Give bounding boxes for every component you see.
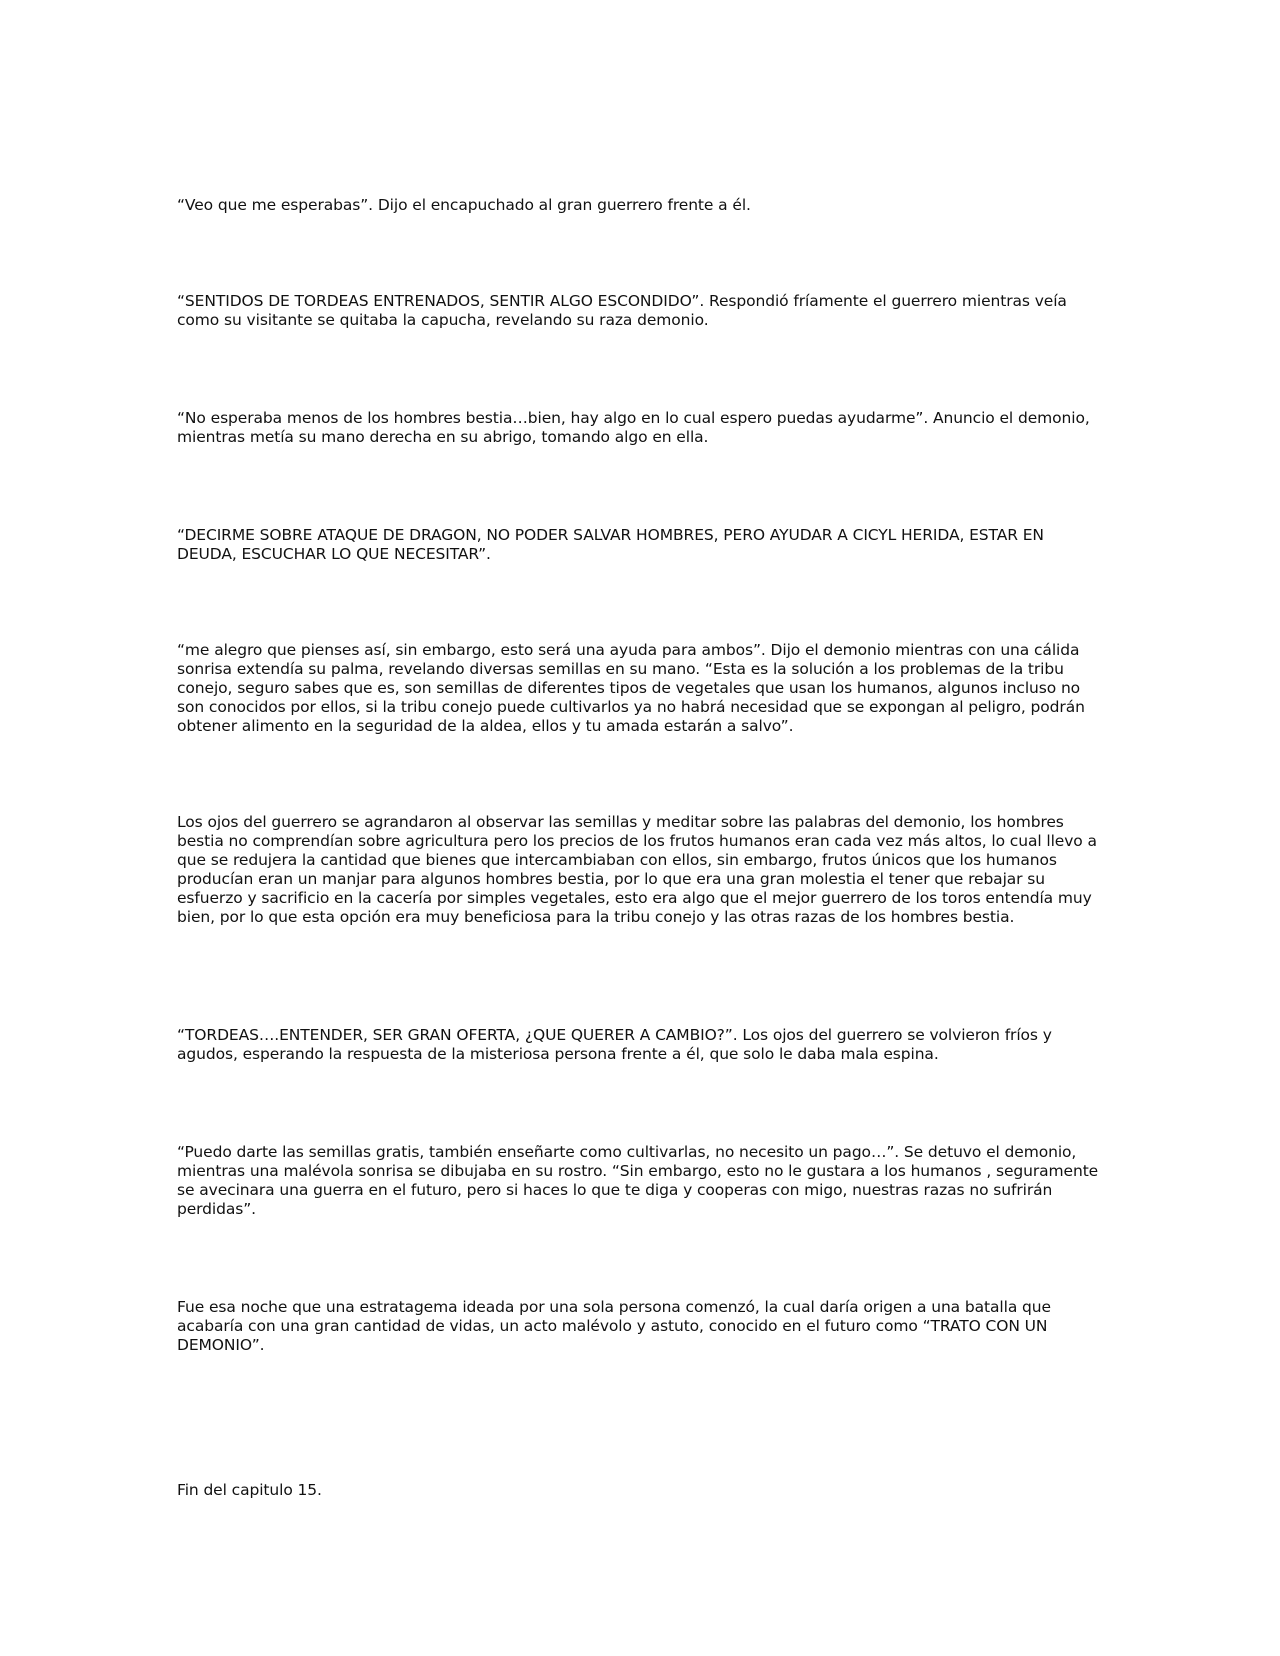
paragraph-8: “Puedo darte las semillas gratis, también enseñarte como cultivarlas, no necesito un pago…”. Se detuvo el demonio, mientras una malévola sonrisa se dibujaba en su rostro. “Sin embargo, esto no le gustara a los humanos , seguramente se avecinara una guerra en el futuro, pero si haces lo que te diga y cooperas con migo, nuestras razas no sufrirán perdidas”. (177, 1143, 1099, 1218)
paragraph-7: “TORDEAS….ENTENDER, SER GRAN OFERTA, ¿QUE QUERER A CAMBIO?”. Los ojos del guerrero se volvieron fríos y agudos, esperando la respuesta de la misteriosa persona frente a él, que solo le daba mala espina. (177, 1026, 1052, 1063)
paragraph-1: “Veo que me esperabas”. Dijo el encapuchado al gran guerrero frente a él. (177, 196, 751, 214)
paragraph-6: Los ojos del guerrero se agrandaron al observar las semillas y meditar sobre las palabras del demonio, los hombres bestia no comprendían sobre agricultura pero los precios de los frutos humanos eran cada vez más altos, lo cual llevo a que se redujera la cantidad que bienes que intercambiaban con ellos, sin embargo, frutos únicos que los humanos producían eran un manjar para algunos hombres bestia, por lo que era una gran molestia el tener que rebajar su esfuerzo y sacrificio en la cacería por simples vegetales, esto era algo que el mejor guerrero de los toros entendía muy bien, por lo que esta opción era muy beneficiosa para la tribu conejo y las otras razas de los hombres bestia. (177, 813, 1097, 926)
paragraph-4: “DECIRME SOBRE ATAQUE DE DRAGON, NO PODER SALVAR HOMBRES, PERO AYUDAR A CICYL HERIDA, ESTAR EN DEUDA, ESCUCHAR LO QUE NECESITAR”. (177, 526, 1044, 563)
paragraph-5: “me alegro que pienses así, sin embargo, esto será una ayuda para ambos”. Dijo el demonio mientras con una cálida sonrisa extendía su palma, revelando diversas semillas en su mano. “Esta es la solución a los problemas de la tribu conejo, seguro sabes que es, son semillas de diferentes tipos de vegetales que usan los humanos, algunos incluso no son conocidos por ellos, si la tribu conejo puede cultivarlos ya no habrá necesidad que se expongan al peligro, podrán obtener alimento en la seguridad de la aldea, ellos y tu amada estarán a salvo”. (177, 641, 1085, 735)
paragraph-3: “No esperaba menos de los hombres bestia…bien, hay algo en lo cual espero puedas ayudarme”. Anuncio el demonio, mientras metía su mano derecha en su abrigo, tomando algo en ella. (177, 409, 1090, 446)
paragraph-2: “SENTIDOS DE TORDEAS ENTRENADOS, SENTIR ALGO ESCONDIDO”. Respondió fríamente el guerrero mientras veía como su visitante se quitaba la capucha, revelando su raza demonio. (177, 292, 1067, 329)
chapter-end-note: Fin del capitulo 15. (177, 1481, 322, 1499)
paragraph-9: Fue esa noche que una estratagema ideada por una sola persona comenzó, la cual daría origen a una batalla que acabaría con una gran cantidad de vidas, un acto malévolo y astuto, conocido en el futuro como “TRATO CON UN DEMONIO”. (177, 1298, 1051, 1354)
